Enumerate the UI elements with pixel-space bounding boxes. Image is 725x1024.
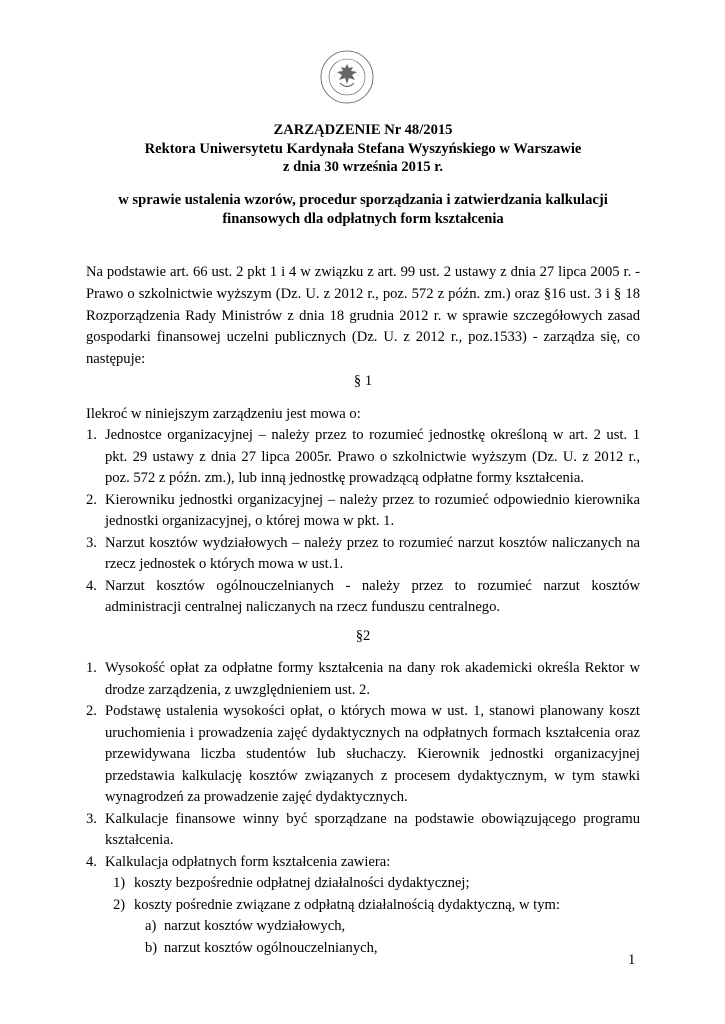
list-item	[86, 576, 640, 619]
list-item	[86, 809, 640, 852]
section-1-list	[86, 425, 640, 619]
list-text: Kalkulacje finansowe winny być sporządzane na podstawie obowiązującego programu kształcenia.	[105, 810, 640, 848]
list-item	[86, 701, 640, 809]
sub-sub-list-letter: a)	[145, 918, 157, 934]
section-1-heading: § 1	[353, 373, 373, 389]
issuer-line: Rektora Uniwersytetu Kardynała Stefana Wyszyńskiego w Warszawie	[144, 140, 582, 157]
list-item	[86, 852, 640, 960]
date-line: z dnia 30 września 2015 r.	[283, 159, 443, 175]
list-number: 4.	[86, 577, 97, 594]
sub-list-number: 2)	[113, 896, 126, 913]
page-number: 1	[628, 952, 636, 968]
list-number: 1.	[86, 427, 97, 443]
list-text: Wysokość opłat za odpłatne formy kształcenia na dany rok akademicki określa Rektor w drodze zarządzenia, z uwzględnieniem ust. 2.	[105, 660, 640, 698]
sub-list-number: 1)	[113, 875, 126, 891]
subject-line-2: finansowych dla odpłatnych form kształcenia	[222, 211, 504, 227]
list-text: Narzut kosztów ogólnouczelnianych - należy przez to rozumieć narzut kosztów administracji centralnej naliczanych na rzecz funduszu centralnego.	[105, 577, 640, 615]
subject-line-1: w sprawie ustalenia wzorów, procedur sporządzania i zatwierdzania kalkulacji	[118, 192, 608, 208]
sub-list-text: koszty pośrednie związane z odpłatną działalnością dydaktyczną, w tym:	[134, 896, 560, 913]
section-1-lead: Ilekroć w niniejszym zarządzeniu jest mowa o:	[86, 406, 361, 422]
list-item	[86, 658, 640, 701]
list-text: Kalkulacja odpłatnych form kształcenia zawiera:	[105, 853, 391, 870]
section-2-heading: §2	[355, 628, 371, 644]
document-title: ZARZĄDZENIE Nr 48/2015	[273, 122, 453, 138]
sub-list-text: koszty bezpośrednie odpłatnej działalności dydaktycznej;	[134, 875, 470, 891]
list-number: 2.	[86, 491, 97, 508]
sub-sub-list-item	[134, 938, 640, 960]
list-number: 2.	[86, 703, 97, 719]
list-text: Kierowniku jednostki organizacyjnej – należy przez to rozumieć odpowiednio kierownika jednostki organizacyjnej, o której mowa w pkt. 1.	[105, 491, 640, 529]
university-seal-image	[320, 50, 374, 104]
sub-list-item	[105, 873, 640, 895]
document-header	[86, 121, 640, 177]
sub-sub-list	[134, 916, 640, 959]
sub-sub-list-text: narzut kosztów ogólnouczelnianych,	[164, 939, 378, 956]
legal-basis-paragraph: Na podstawie art. 66 ust. 2 pkt 1 i 4 w związku z art. 99 ust. 2 ustawy z dnia 27 lipca 2005 r. - Prawo o szkolnictwie wyższym (Dz. U. z 2012 r., poz. 572 z późn. zm.) oraz §16 ust. 3 i § 18 Rozporządzenia Rady Ministrów z dnia 18 grudnia 2012 r. w sprawie szczegółowych zasad gospodarki finansowej uczelni publicznych (Dz. U. z 2012 r., poz.1533) - zarządza się, co następuje:	[86, 264, 640, 368]
list-text: Podstawę ustalenia wysokości opłat, o których mowa w ust. 1, stanowi planowany koszt uruchomienia i prowadzenia zajęć dydaktycznych na odpłatnych formach kształcenia oraz przewidywana liczba studentów lub słuchaczy. Kierownik jednostki organizacyjnej przedstawia kalkulację kosztów związanych z procesem dydaktycznym, w tym stawki wynagrodzeń za prowadzenie zajęć dydaktycznych.	[105, 703, 640, 805]
section-2-list	[86, 658, 640, 959]
sub-list	[105, 873, 640, 959]
sub-sub-list-letter: b)	[145, 939, 158, 956]
list-item	[86, 425, 640, 490]
list-item	[86, 490, 640, 533]
list-text: Narzut kosztów wydziałowych – należy przez to rozumieć narzut kosztów naliczanych na rzecz jednostek o których mowa w ust.1.	[105, 534, 640, 572]
list-number: 3.	[86, 810, 97, 827]
sub-list-item	[105, 895, 640, 960]
list-number: 4.	[86, 853, 97, 870]
list-number: 1.	[86, 660, 97, 676]
list-text: Jednostce organizacyjnej – należy przez to rozumieć jednostkę określoną w art. 2 ust. 1 pkt. 29 ustawy z dnia 27 lipca 2005r. Prawo o szkolnictwie wyższym (Dz. U. z 2012 r., poz. 572 z późn. zm.), lub inną jednostkę prowadzącą odpłatne formy kształcenia.	[105, 427, 640, 486]
document-subject	[86, 191, 640, 229]
sub-sub-list-text: narzut kosztów wydziałowych,	[164, 918, 346, 934]
sub-sub-list-item	[134, 916, 640, 938]
list-number: 3.	[86, 534, 97, 551]
list-item	[86, 533, 640, 576]
